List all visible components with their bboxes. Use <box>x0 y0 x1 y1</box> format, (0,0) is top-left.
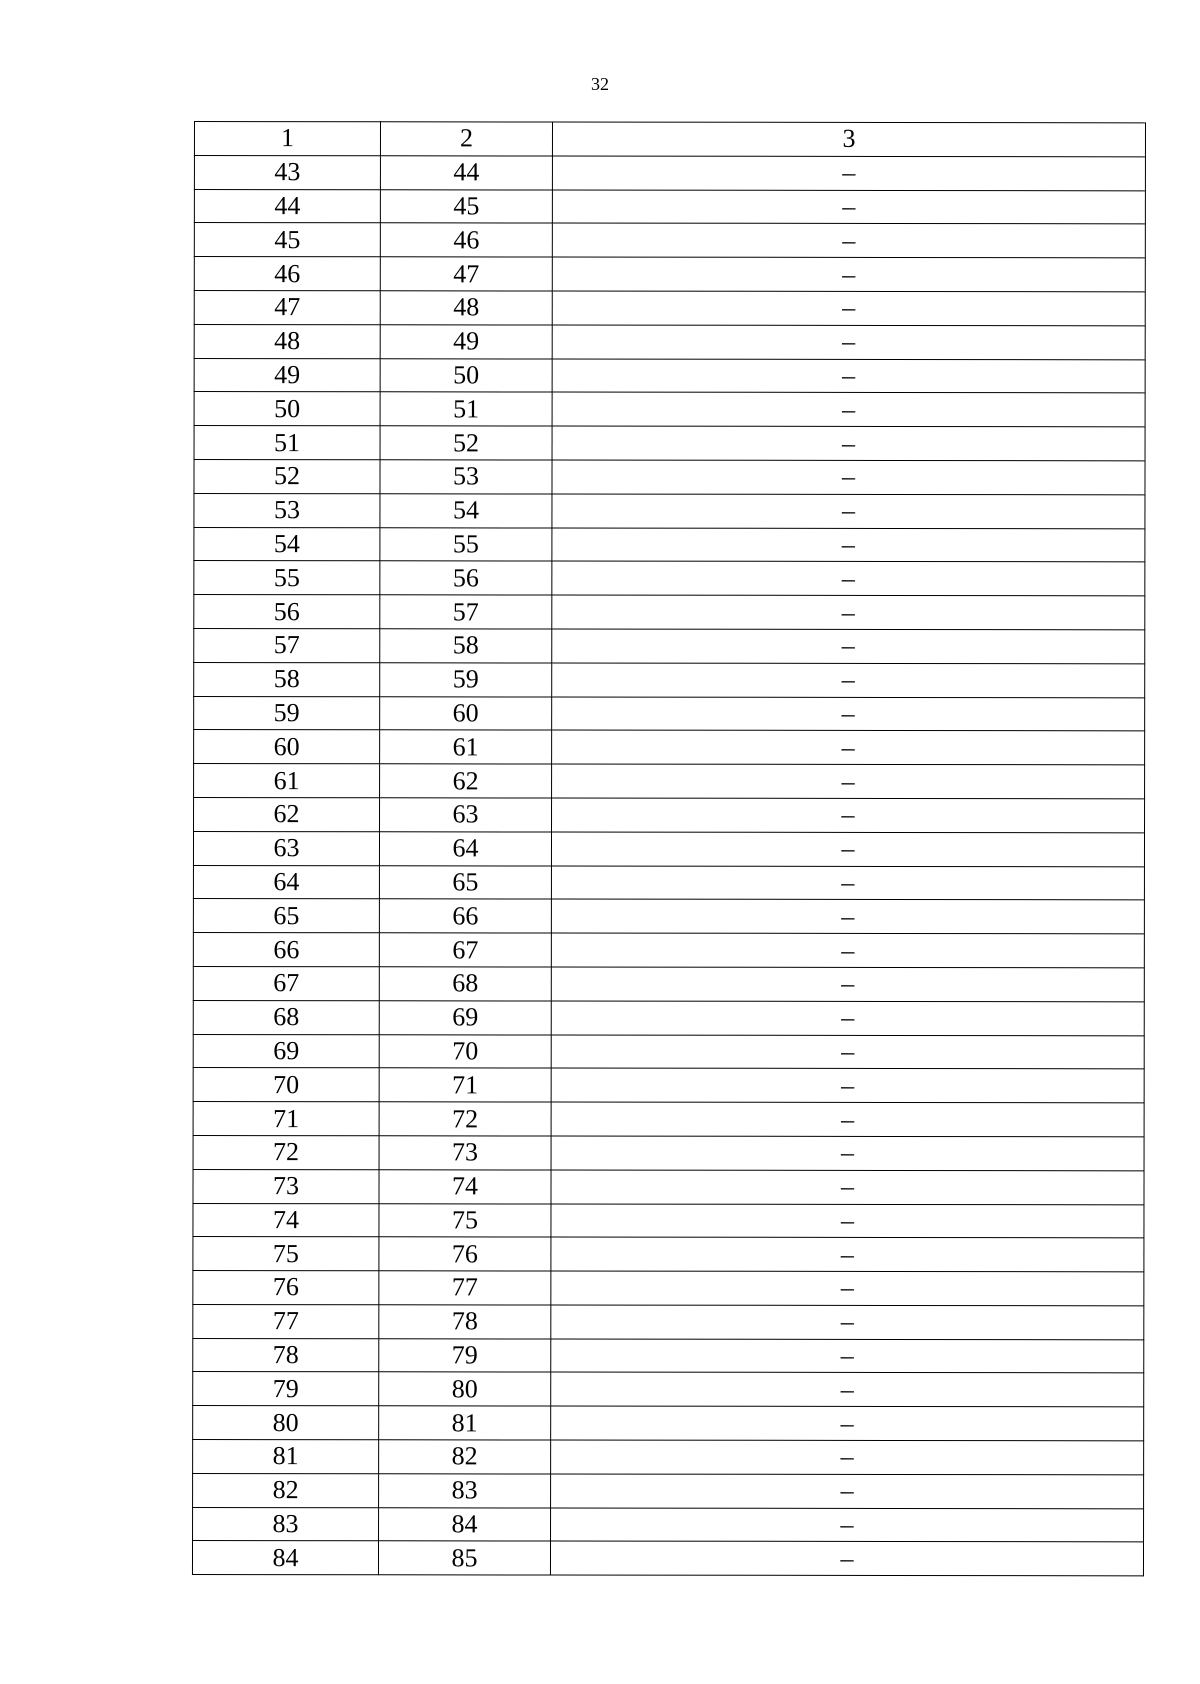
table-cell-col1: 53 <box>194 493 380 527</box>
table-cell-col3: – <box>551 1271 1144 1306</box>
table-cell-col3: – <box>550 1541 1143 1576</box>
table-cell-col2: 65 <box>379 865 551 899</box>
table-cell-col2: 66 <box>379 899 551 933</box>
table-row <box>194 493 1145 528</box>
data-table <box>192 121 1146 1577</box>
table-row <box>194 764 1145 799</box>
table-cell-col1: 55 <box>194 561 380 595</box>
table-cell-col3: – <box>552 697 1145 732</box>
table-cell-col3: – <box>552 291 1145 326</box>
table-cell-col2: 74 <box>379 1169 551 1203</box>
table-cell-col2: 57 <box>380 595 552 629</box>
table-cell-col3: – <box>552 257 1145 292</box>
table-row <box>194 662 1145 697</box>
table-cell-col3: – <box>552 629 1145 664</box>
table-cell-col1: 63 <box>193 831 379 865</box>
table-cell-col2: 46 <box>380 223 552 257</box>
table-row <box>194 426 1145 461</box>
table-row <box>192 1541 1143 1576</box>
table-cell-col1: 58 <box>194 662 380 696</box>
table-cell-col1: 79 <box>193 1372 379 1406</box>
table-cell-col1: 81 <box>193 1440 379 1474</box>
table-cell-col3: – <box>552 392 1145 427</box>
table-cell-col1: 65 <box>193 899 379 933</box>
table-cell-col2: 68 <box>379 967 551 1001</box>
table-cell-col2: 73 <box>379 1136 551 1170</box>
table-cell-col2: 78 <box>379 1305 551 1339</box>
table-cell-col2: 53 <box>380 460 552 494</box>
table-row <box>194 392 1145 427</box>
table-cell-col2: 76 <box>379 1237 551 1271</box>
table-cell-col1: 51 <box>194 426 380 460</box>
table-cell-col1: 77 <box>193 1304 379 1338</box>
table-cell-col2: 44 <box>380 156 552 190</box>
table-row <box>194 730 1145 765</box>
table-cell-col2: 85 <box>378 1541 550 1575</box>
table-cell-col1: 80 <box>193 1406 379 1440</box>
table-cell-col1: 47 <box>194 290 380 324</box>
table-cell-col1: 72 <box>193 1135 379 1169</box>
table-cell-col2: 48 <box>380 291 552 325</box>
table-cell-col2: 69 <box>379 1000 551 1034</box>
table-cell-col3: – <box>552 223 1145 258</box>
table-cell-col3: – <box>552 426 1145 461</box>
table-cell-col1: 48 <box>194 324 380 358</box>
table-cell-col1: 50 <box>194 392 380 426</box>
table-cell-col2: 58 <box>380 629 552 663</box>
table-cell-col1: 62 <box>194 797 380 831</box>
table-cell-col3: – <box>551 866 1144 901</box>
table-cell-col3: – <box>552 730 1145 765</box>
table-cell-col1: 60 <box>194 730 380 764</box>
table-row <box>194 595 1145 630</box>
table-cell-col3: – <box>551 1474 1144 1509</box>
table-row <box>194 358 1145 393</box>
table-cell-col3: – <box>551 1339 1144 1374</box>
table-cell-col1: 46 <box>194 257 380 291</box>
table-cell-col2: 70 <box>379 1034 551 1068</box>
table-cell-col3: – <box>551 1237 1144 1272</box>
table-cell-col3: – <box>551 1068 1144 1103</box>
table-cell-col1: 73 <box>193 1169 379 1203</box>
table-cell-col3: – <box>552 359 1145 394</box>
table-cell-col2: 55 <box>380 527 552 561</box>
table-cell-col1: 75 <box>193 1237 379 1271</box>
table-cell-col1: 83 <box>193 1507 379 1541</box>
table-cell-col1: 82 <box>193 1473 379 1507</box>
table-cell-col2: 63 <box>380 798 552 832</box>
table-cell-col1: 43 <box>194 155 380 189</box>
table-row <box>194 257 1145 292</box>
table-cell-col3: – <box>552 764 1145 799</box>
table-cell-col3: – <box>552 595 1145 630</box>
table-cell-col3: – <box>552 156 1145 191</box>
table-cell-col3: – <box>552 190 1145 225</box>
table-cell-col2: 71 <box>379 1068 551 1102</box>
table-row <box>194 189 1145 224</box>
table-cell-col1: 54 <box>194 527 380 561</box>
table-cell-col1: 52 <box>194 459 380 493</box>
table-cell-col3: – <box>552 798 1145 833</box>
table-row <box>194 324 1145 359</box>
table-row <box>193 1203 1144 1238</box>
column-header-3: 3 <box>552 122 1145 157</box>
table-cell-col2: 83 <box>379 1474 551 1508</box>
table-cell-col3: – <box>551 1305 1144 1340</box>
table-body <box>192 122 1145 1577</box>
table-cell-col3: – <box>551 967 1144 1002</box>
table-cell-col2: 52 <box>380 426 552 460</box>
table-cell-col3: – <box>552 663 1145 698</box>
table-cell-col3: – <box>551 1102 1144 1137</box>
table-cell-col2: 61 <box>380 730 552 764</box>
table-cell-col1: 67 <box>193 966 379 1000</box>
table-cell-col1: 68 <box>193 1000 379 1034</box>
table-cell-col1: 44 <box>194 189 380 223</box>
table-cell-col3: – <box>551 933 1144 968</box>
table-cell-col3: – <box>552 460 1145 495</box>
table-cell-col3: – <box>552 561 1145 596</box>
table-cell-col3: – <box>551 1170 1144 1205</box>
table-cell-col1: 45 <box>194 223 380 257</box>
table-cell-col3: – <box>552 528 1145 563</box>
table-cell-col1: 78 <box>193 1338 379 1372</box>
column-header-2: 2 <box>380 122 552 156</box>
table-row <box>193 1507 1144 1542</box>
table-cell-col2: 56 <box>380 561 552 595</box>
table-row <box>193 831 1144 866</box>
table-cell-col3: – <box>552 325 1145 360</box>
table-cell-col2: 72 <box>379 1102 551 1136</box>
table-cell-col1: 76 <box>193 1271 379 1305</box>
table-row <box>193 865 1144 900</box>
table-cell-col1: 57 <box>194 628 380 662</box>
table-cell-col2: 84 <box>379 1507 551 1541</box>
table-cell-col1: 70 <box>193 1068 379 1102</box>
table-cell-col2: 49 <box>380 325 552 359</box>
table-cell-col2: 62 <box>380 764 552 798</box>
table-row <box>194 628 1145 663</box>
table-row <box>194 561 1145 596</box>
table-row <box>194 155 1145 190</box>
table-cell-col1: 56 <box>194 595 380 629</box>
table-cell-col3: – <box>551 1406 1144 1441</box>
page-number: 32 <box>591 74 609 94</box>
table-cell-col2: 67 <box>379 933 551 967</box>
table-cell-col2: 64 <box>379 831 551 865</box>
table-row <box>193 1068 1144 1103</box>
table-row <box>193 1102 1144 1137</box>
table-cell-col3: – <box>551 899 1144 934</box>
table-row <box>193 1237 1144 1272</box>
table-row <box>194 223 1145 258</box>
table-cell-col3: – <box>551 1372 1144 1407</box>
table-cell-col2: 82 <box>379 1440 551 1474</box>
table-cell-col3: – <box>551 1035 1144 1070</box>
table-row <box>194 459 1145 494</box>
table-cell-col3: – <box>551 1203 1144 1238</box>
table-cell-col3: – <box>551 1508 1144 1543</box>
table-cell-col2: 54 <box>380 494 552 528</box>
table-cell-col2: 79 <box>379 1338 551 1372</box>
table-row <box>193 1000 1144 1035</box>
table-row <box>193 966 1144 1001</box>
table-row <box>194 290 1145 325</box>
table-cell-col2: 81 <box>379 1406 551 1440</box>
table-cell-col2: 50 <box>380 358 552 392</box>
table-cell-col1: 61 <box>194 764 380 798</box>
table-row <box>193 1034 1144 1069</box>
table-row <box>193 1304 1144 1339</box>
table-row <box>194 527 1145 562</box>
table-row <box>193 899 1144 934</box>
table-cell-col1: 74 <box>193 1203 379 1237</box>
table-row <box>193 1338 1144 1373</box>
table-cell-col2: 80 <box>379 1372 551 1406</box>
table-cell-col3: – <box>551 1136 1144 1171</box>
table-cell-col2: 60 <box>380 696 552 730</box>
table-cell-col1: 71 <box>193 1102 379 1136</box>
table-cell-col3: – <box>551 1001 1144 1036</box>
table-row <box>193 1169 1144 1204</box>
table-row <box>193 1372 1144 1407</box>
table-row <box>193 1135 1144 1170</box>
table-row <box>193 1271 1144 1306</box>
table-cell-col1: 64 <box>193 865 379 899</box>
table-cell-col3: – <box>551 832 1144 867</box>
column-header-1: 1 <box>194 122 380 156</box>
table-cell-col2: 75 <box>379 1203 551 1237</box>
table-row <box>193 933 1144 968</box>
table-row <box>193 1406 1144 1441</box>
table-cell-col2: 59 <box>380 663 552 697</box>
table-cell-col3: – <box>552 494 1145 529</box>
table-row <box>193 1473 1144 1508</box>
table-cell-col1: 49 <box>194 358 380 392</box>
table-cell-col1: 59 <box>194 696 380 730</box>
table-cell-col2: 47 <box>380 257 552 291</box>
table-row <box>193 1440 1144 1475</box>
table-cell-col2: 77 <box>379 1271 551 1305</box>
table-row <box>194 696 1145 731</box>
table-row <box>194 797 1145 832</box>
table-cell-col1: 69 <box>193 1034 379 1068</box>
table-cell-col2: 51 <box>380 392 552 426</box>
table-cell-col2: 45 <box>380 189 552 223</box>
table-cell-col1: 84 <box>192 1541 378 1575</box>
table-cell-col3: – <box>551 1440 1144 1475</box>
table-cell-col1: 66 <box>193 933 379 967</box>
table-header-row <box>194 122 1145 157</box>
